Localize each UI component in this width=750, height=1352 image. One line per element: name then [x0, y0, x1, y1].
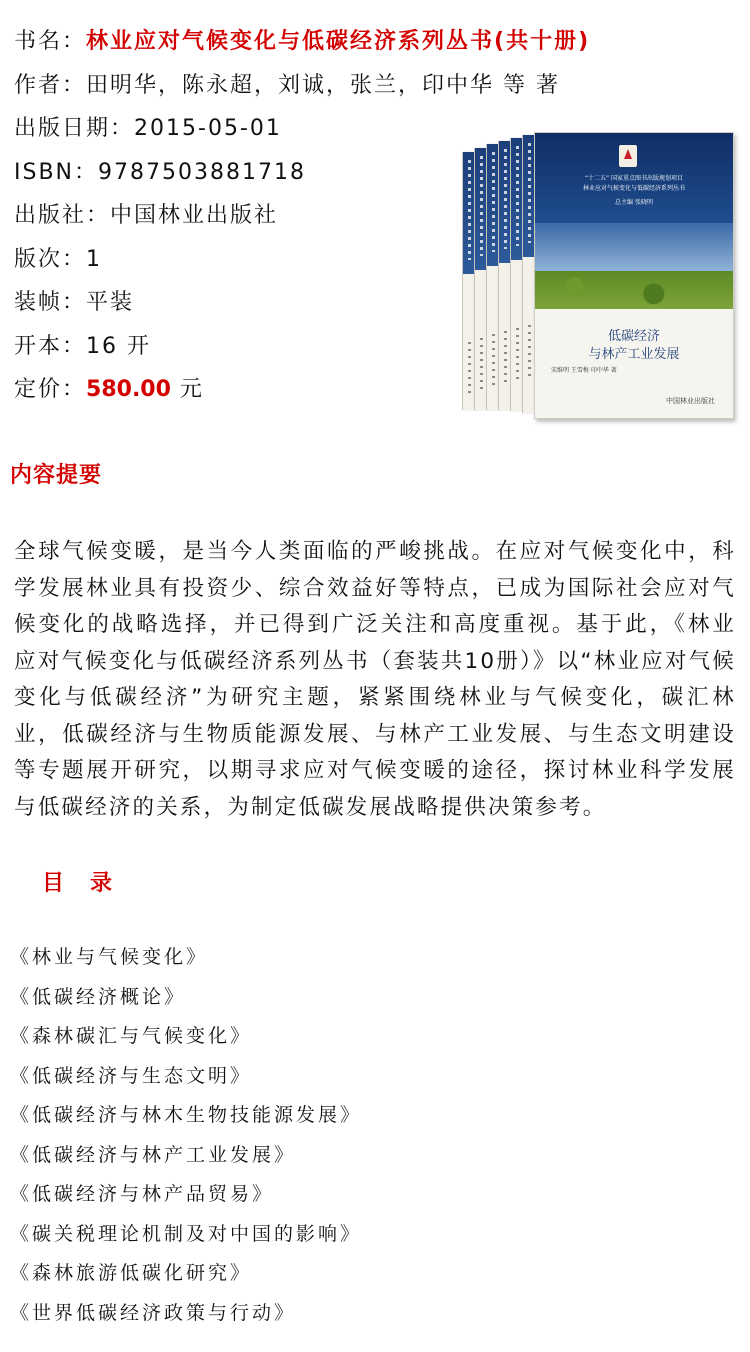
info-price: 定价：580.00 元 [14, 377, 204, 402]
toc-item: 《世界低碳经济政策与行动》 [10, 1301, 297, 1324]
info-title: 书名：林业应对气候变化与低碳经济系列丛书(共十册) [14, 29, 591, 54]
toc-item: 《低碳经济与林木生物技能源发展》 [10, 1104, 363, 1126]
info-author: 作者：田明华，陈永超，刘诚，张兰，印中华 等 著 [14, 72, 561, 98]
toc-item: 《低碳经济与生态文明》 [10, 1064, 253, 1087]
info-publisher: 出版社：中国林业出版社 [14, 203, 279, 228]
info-isbn: ISBN：9787503881718 [14, 159, 306, 185]
toc-heading: 目录 [42, 871, 139, 896]
forest-photo [535, 271, 733, 309]
toc-item: 《森林旅游低碳化研究》 [10, 1262, 253, 1284]
front-cover: “十二五” 国家重点图书出版规划项目 林业应对气候变化与低碳经济系列丛书 总主编 张晓明 低碳经济 与林产工业发展 宋维明 王雪梅 印中华 著 中国林业出版社 [534, 132, 734, 419]
book-set-image [458, 130, 738, 420]
info-edition: 版次：1 [14, 246, 103, 272]
summary-heading: 内容提要 [10, 463, 103, 488]
info-date: 出版日期：2015-05-01 [14, 116, 282, 141]
info-binding: 装帧：平装 [14, 290, 135, 315]
toc-list [10, 945, 362, 1340]
toc-item: 《碳关税理论机制及对中国的影响》 [10, 1222, 363, 1245]
publisher-logo-icon [619, 145, 637, 167]
toc-item: 《低碳经济与林产品贸易》 [10, 1183, 275, 1205]
info-format: 开本：16 开 [14, 333, 152, 359]
toc-item: 《林业与气候变化》 [10, 946, 209, 968]
price-value: 580.00 [86, 377, 171, 402]
toc-item: 《森林碳汇与气候变化》 [10, 1025, 253, 1047]
book-title: 林业应对气候变化与低碳经济系列丛书(共十册) [86, 29, 591, 54]
toc-item: 《低碳经济概论》 [10, 985, 187, 1008]
cover-title: 低碳经济 与林产工业发展 [588, 329, 680, 362]
toc-item: 《低碳经济与林产工业发展》 [10, 1143, 297, 1166]
summary-text: 全球气候变暖，是当今人类面临的严峻挑战。在应对气候变化中，科学发展林业具有投资少、综合效益好等特点，已成为国际社会应对气候变化的战略选择，并已得到广泛关注和高度重视。基于此，《林业应对气候变化与低碳经济系列丛书（套装共10册）》以“林业应对气候变化与低碳经济”为研究主题，紧紧围绕林业与气候变化，碳汇林业，低碳经济与生物质能源发展、与林产工业发展、与生态文明建设等专题展开研究，以期寻求应对气候变暖的途径，探讨林业科学发展与低碳经济的关系，为制定低碳发展战略提供决策参考。 [14, 539, 736, 820]
